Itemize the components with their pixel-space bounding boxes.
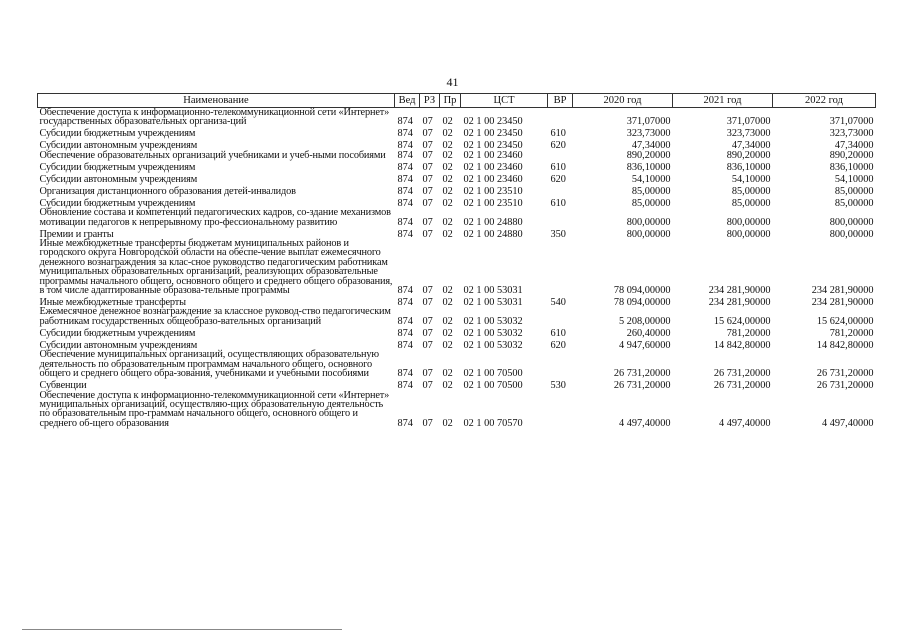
cell-2021: 54,10000: [731, 173, 771, 185]
cell-rz: 07: [422, 297, 433, 309]
cell-2022: 234 281,90000: [811, 285, 874, 297]
col-header-pr: Пр: [440, 94, 461, 108]
table-row: [38, 379, 876, 391]
cell-vr: [548, 151, 573, 160]
cell-name: Обеспечение муниципальных организаций, осуществляющих образовательную деятельность по образовательным программам начального общего, основного общего и среднего общего обра-зования, учебниками и учебными пособиями: [39, 349, 379, 380]
cell-name: Субсидии автономным учреждениям: [39, 339, 198, 351]
cell-2021: 781,20000: [726, 327, 771, 339]
table-row: [38, 184, 876, 196]
cell-2022: 26 731,20000: [816, 380, 874, 392]
cell-2021: 14 842,80000: [713, 339, 771, 351]
cell-2020: 323,73000: [626, 128, 671, 140]
cell-vr: [548, 239, 573, 295]
cell-2022: 4 497,40000: [822, 417, 874, 429]
cell-rz: 07: [422, 380, 433, 392]
cell-vr: 620: [550, 140, 566, 152]
cell-name: Иные межбюджетные трансферты: [39, 297, 186, 309]
cell-vr: 540: [550, 297, 566, 309]
table-row: [38, 151, 876, 160]
table-row: [38, 391, 876, 429]
col-header-cst: ЦСТ: [461, 94, 548, 108]
cell-name: Премии и гранты: [39, 228, 114, 240]
cell-ved: 874: [397, 149, 413, 161]
cell-rz: 07: [422, 140, 433, 152]
cell-2022: 54,10000: [834, 173, 874, 185]
cell-2020: 78 094,00000: [613, 285, 671, 297]
cell-2021: 85,00000: [731, 185, 771, 197]
cell-ved: 874: [397, 185, 413, 197]
cell-vr: 610: [550, 128, 566, 140]
cell-rz: 07: [422, 285, 433, 297]
cell-2020: 4 947,60000: [619, 339, 671, 351]
cell-2021: 26 731,20000: [713, 368, 771, 380]
cell-rz: 07: [422, 327, 433, 339]
cell-2020: 371,07000: [626, 116, 671, 128]
cell-name: Иные межбюджетные трансферты бюджетам муниципальных районов и городского округа Новгородской области на обеспе-чение выплат ежемесячного денежного вознаграждения за клас-сное руководство педагогическим работникам муниципальных образовательных организаций, реализующих образовательные программы начального общего, основного общего и среднего общего образования, в том числе адаптированные образова-тельные программы: [39, 238, 393, 297]
cell-2021: 85,00000: [731, 197, 771, 209]
cell-2022: 800,00000: [829, 228, 874, 240]
cell-name: Субсидии автономным учреждениям: [39, 173, 198, 185]
cell-cst: 02 1 00 23460: [463, 161, 523, 173]
cell-2021: 26 731,20000: [713, 380, 771, 392]
table-row: [38, 239, 876, 295]
cell-vr: [548, 108, 573, 127]
cell-cst: 02 1 00 53031: [463, 285, 523, 297]
cell-name: Обеспечение доступа к информационно-телекоммуникационной сети «Интернет» государственных образовательных организа-ций: [39, 107, 390, 128]
table-row: [38, 172, 876, 184]
cell-vr: 620: [550, 339, 566, 351]
table-row: [38, 139, 876, 151]
cell-2022: 836,10000: [829, 161, 874, 173]
cell-cst: 02 1 00 23510: [463, 185, 523, 197]
cell-pr: 02: [442, 116, 453, 128]
cell-2020: 800,00000: [626, 228, 671, 240]
cell-vr: [548, 391, 573, 429]
cell-2020: 47,34000: [631, 140, 671, 152]
cell-rz: 07: [422, 173, 433, 185]
cell-pr: 02: [442, 339, 453, 351]
col-header-2021: 2021 год: [673, 94, 773, 108]
cell-cst: 02 1 00 53032: [463, 327, 523, 339]
cell-rz: 07: [422, 368, 433, 380]
cell-pr: 02: [442, 228, 453, 240]
cell-ved: 874: [397, 297, 413, 309]
cell-pr: 02: [442, 285, 453, 297]
cell-2021: 371,07000: [726, 116, 771, 128]
cell-2020: 836,10000: [626, 161, 671, 173]
cell-pr: 02: [442, 197, 453, 209]
cell-rz: 07: [422, 216, 433, 228]
cell-pr: 02: [442, 417, 453, 429]
cell-cst: 02 1 00 23450: [463, 128, 523, 140]
cell-name: Обновление состава и компетенций педагогических кадров, со-здание механизмов мотивации педагогов к непрерывному про-фессиональному развитию: [39, 207, 391, 228]
cell-2022: 14 842,80000: [816, 339, 874, 351]
cell-name: Организация дистанционного образования детей-инвалидов: [39, 185, 296, 197]
cell-pr: 02: [442, 173, 453, 185]
cell-ved: 874: [397, 161, 413, 173]
cell-vr: [548, 208, 573, 227]
cell-2020: 26 731,20000: [613, 380, 671, 392]
cell-2022: 47,34000: [834, 140, 874, 152]
cell-2021: 47,34000: [731, 140, 771, 152]
cell-pr: 02: [442, 128, 453, 140]
table-body: [38, 108, 876, 429]
cell-cst: 02 1 00 23450: [463, 116, 523, 128]
cell-2022: 323,73000: [829, 128, 874, 140]
cell-pr: 02: [442, 149, 453, 161]
cell-2020: 85,00000: [631, 197, 671, 209]
cell-2021: 234 281,90000: [708, 297, 771, 309]
cell-ved: 874: [397, 368, 413, 380]
cell-2020: 800,00000: [626, 216, 671, 228]
cell-rz: 07: [422, 161, 433, 173]
cell-ved: 874: [397, 116, 413, 128]
cell-name: Обеспечение доступа к информационно-телекоммуникационной сети «Интернет» муниципальных организаций, осуществляю-щих образовательную деятельность по образовательным про-граммам начального общего, основного общего и среднего об-щего образования: [39, 389, 390, 429]
cell-2021: 234 281,90000: [708, 285, 771, 297]
cell-ved: 874: [397, 380, 413, 392]
cell-rz: 07: [422, 128, 433, 140]
col-header-2020: 2020 год: [573, 94, 673, 108]
cell-vr: 610: [550, 197, 566, 209]
cell-name: Субсидии бюджетным учреждениям: [39, 197, 196, 209]
cell-pr: 02: [442, 185, 453, 197]
cell-cst: 02 1 00 70500: [463, 368, 523, 380]
cell-cst: 02 1 00 23460: [463, 149, 523, 161]
cell-ved: 874: [397, 285, 413, 297]
cell-ved: 874: [397, 417, 413, 429]
cell-2022: 890,20000: [829, 149, 874, 161]
cell-vr: [548, 184, 573, 196]
cell-pr: 02: [442, 140, 453, 152]
table-row: [38, 208, 876, 227]
cell-ved: 874: [397, 228, 413, 240]
cell-name: Субсидии автономным учреждениям: [39, 140, 198, 152]
cell-ved: 874: [397, 216, 413, 228]
cell-cst: 02 1 00 53032: [463, 339, 523, 351]
cell-ved: 874: [397, 327, 413, 339]
cell-2021: 836,10000: [726, 161, 771, 173]
cell-cst: 02 1 00 70500: [463, 380, 523, 392]
cell-2020: 26 731,20000: [613, 368, 671, 380]
cell-cst: 02 1 00 23460: [463, 173, 523, 185]
cell-name: Субсидии бюджетным учреждениям: [39, 327, 196, 339]
cell-vr: 610: [550, 161, 566, 173]
cell-ved: 874: [397, 315, 413, 327]
cell-cst: 02 1 00 24880: [463, 228, 523, 240]
cell-cst: 02 1 00 24880: [463, 216, 523, 228]
cell-2021: 800,00000: [726, 228, 771, 240]
cell-2020: 4 497,40000: [619, 417, 671, 429]
cell-2021: 890,20000: [726, 149, 771, 161]
cell-2020: 890,20000: [626, 149, 671, 161]
cell-2022: 800,00000: [829, 216, 874, 228]
cell-pr: 02: [442, 161, 453, 173]
cell-2022: 26 731,20000: [816, 368, 874, 380]
cell-ved: 874: [397, 173, 413, 185]
cell-pr: 02: [442, 327, 453, 339]
table-row: [38, 350, 876, 378]
page-number: 41: [446, 75, 459, 89]
cell-name: Субсидии бюджетным учреждениям: [39, 128, 196, 140]
col-header-2022: 2022 год: [773, 94, 876, 108]
table-row: [38, 326, 876, 338]
cell-rz: 07: [422, 228, 433, 240]
cell-pr: 02: [442, 368, 453, 380]
cell-2020: 85,00000: [631, 185, 671, 197]
cell-vr: 610: [550, 327, 566, 339]
cell-vr: 620: [550, 173, 566, 185]
cell-ved: 874: [397, 339, 413, 351]
cell-ved: 874: [397, 197, 413, 209]
cell-cst: 02 1 00 23450: [463, 140, 523, 152]
col-header-ved: Вед: [395, 94, 420, 108]
footer-rule: [22, 629, 342, 630]
table-header-row: [38, 94, 876, 108]
cell-pr: 02: [442, 380, 453, 392]
cell-2021: 4 497,40000: [719, 417, 771, 429]
cell-2020: 54,10000: [631, 173, 671, 185]
cell-2022: 85,00000: [834, 197, 874, 209]
cell-2020: 260,40000: [626, 327, 671, 339]
cell-vr: 350: [550, 228, 566, 240]
cell-rz: 07: [422, 339, 433, 351]
cell-cst: 02 1 00 23510: [463, 197, 523, 209]
cell-cst: 02 1 00 53032: [463, 315, 523, 327]
cell-name: Субсидии бюджетным учреждениям: [39, 161, 196, 173]
cell-2022: 781,20000: [829, 327, 874, 339]
budget-table: [37, 93, 876, 428]
cell-rz: 07: [422, 116, 433, 128]
cell-ved: 874: [397, 140, 413, 152]
cell-2022: 234 281,90000: [811, 297, 874, 309]
col-header-vr: ВР: [548, 94, 573, 108]
cell-2021: 323,73000: [726, 128, 771, 140]
table-row: [38, 160, 876, 172]
cell-2021: 15 624,00000: [713, 315, 771, 327]
cell-cst: 02 1 00 70570: [463, 417, 523, 429]
cell-name: Субвенции: [39, 380, 87, 392]
cell-2020: 78 094,00000: [613, 297, 671, 309]
cell-rz: 07: [422, 149, 433, 161]
cell-2021: 800,00000: [726, 216, 771, 228]
cell-2020: 5 208,00000: [619, 315, 671, 327]
cell-vr: 530: [550, 380, 566, 392]
col-header-name: Наименование: [38, 94, 395, 108]
table-row: [38, 127, 876, 139]
cell-vr: [548, 307, 573, 326]
cell-2022: 85,00000: [834, 185, 874, 197]
cell-2022: 371,07000: [829, 116, 874, 128]
cell-pr: 02: [442, 315, 453, 327]
cell-rz: 07: [422, 417, 433, 429]
cell-2022: 15 624,00000: [816, 315, 874, 327]
table-row: [38, 307, 876, 326]
cell-rz: 07: [422, 315, 433, 327]
cell-rz: 07: [422, 185, 433, 197]
cell-ved: 874: [397, 128, 413, 140]
cell-pr: 02: [442, 297, 453, 309]
cell-rz: 07: [422, 197, 433, 209]
table-row: [38, 108, 876, 127]
cell-vr: [548, 350, 573, 378]
cell-cst: 02 1 00 53031: [463, 297, 523, 309]
cell-name: Обеспечение образовательных организаций учебниками и учеб-ными пособиями: [39, 149, 386, 161]
cell-name: Ежемесячное денежное вознаграждение за классное руковод-ство педагогическим работникам государственных общеобразо-вательных организаций: [39, 306, 391, 327]
cell-pr: 02: [442, 216, 453, 228]
col-header-rz: РЗ: [420, 94, 440, 108]
